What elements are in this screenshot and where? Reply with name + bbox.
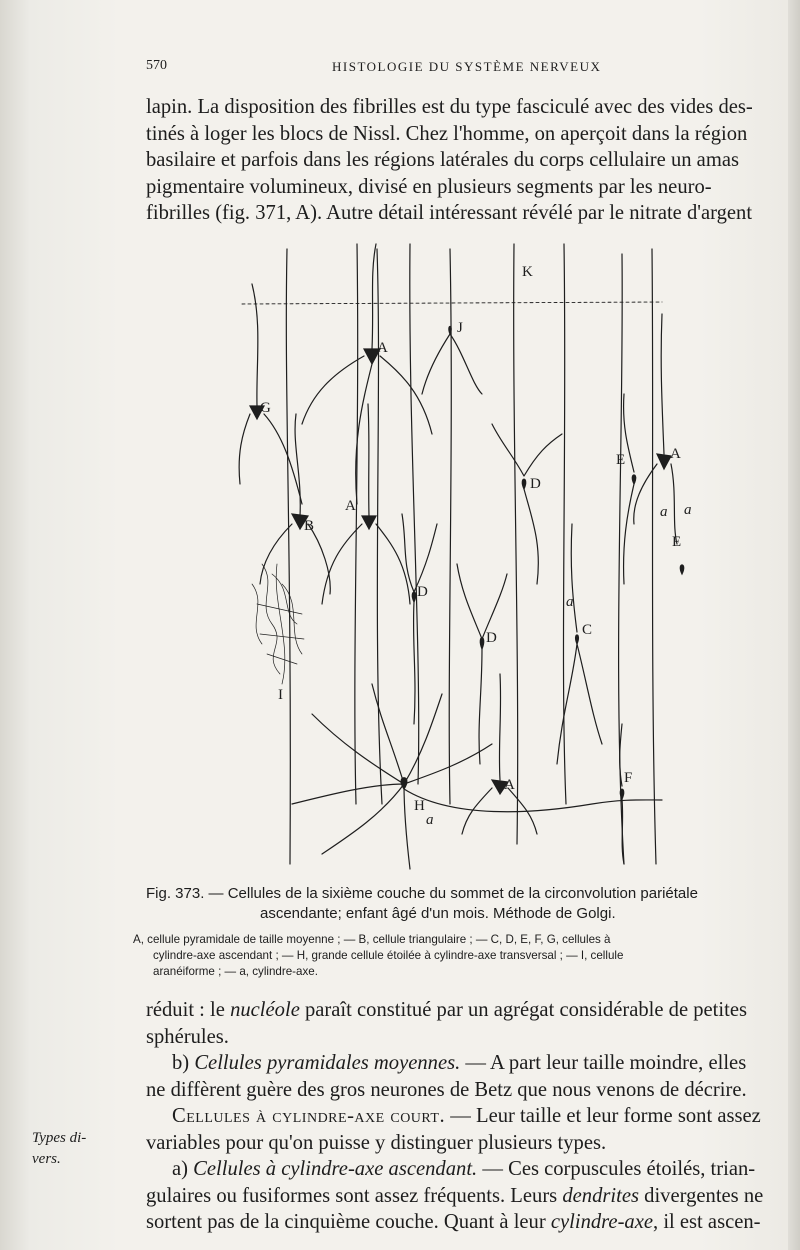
caption-line: ascendante; enfant âgé d'un mois. Méthode de Golgi. (260, 905, 616, 922)
page-gutter-shadow (788, 0, 800, 1250)
text-line: sphérules. (146, 1025, 229, 1048)
top-paragraph (146, 94, 766, 227)
dendrites (422, 334, 482, 394)
cell-body-J (449, 327, 451, 335)
margin-note-line: Types di- (32, 1130, 87, 1146)
text-line: réduit : le nucléole paraît constitué par un agrégat considérable de petites (146, 999, 748, 1021)
figure-label: a (684, 502, 692, 518)
dendrites (260, 414, 330, 594)
dendrites (634, 314, 677, 544)
figure-label: H (414, 798, 425, 814)
figure-label: E (672, 534, 682, 550)
running-title: HISTOLOGIE DU SYSTÈME NERVEUX (332, 59, 602, 74)
figure-label: a (566, 594, 574, 610)
dendrites (492, 424, 562, 584)
cell-body-A (362, 516, 376, 529)
figure-label: A (377, 340, 388, 356)
vertical-fibre (514, 244, 518, 844)
body-text (146, 997, 766, 1236)
dendrites (292, 684, 492, 869)
page-number: 570 (146, 58, 167, 73)
text-line: a) Cellules à cylindre-axe ascendant. — Ces corpuscules étoilés, trian- (172, 1158, 756, 1180)
cell-body-C (576, 635, 579, 644)
text-line: lapin. La disposition des fibrilles est du type fasciculé avec des vides des- (146, 96, 753, 118)
figure-labels (260, 264, 692, 828)
figure-label: D (417, 584, 428, 600)
figure-label: E (616, 452, 626, 468)
text-line: ne diffèrent guère des gros neurones de Betz que nous venons de décrire. (146, 1078, 747, 1101)
cell-body-E (680, 565, 683, 574)
figure-label: B (304, 518, 315, 534)
figure-label: G (260, 400, 271, 416)
figure-caption (146, 884, 766, 924)
text-line: sortent pas de la cinquième couche. Quant à leur cylindre-axe, il est ascen- (146, 1211, 761, 1233)
figure-label: I (278, 687, 283, 703)
figure-label: D (486, 630, 497, 646)
cell-body-F (620, 789, 623, 799)
figure-label: C (582, 622, 593, 638)
figure-label: A (670, 446, 681, 462)
text-line: variables pour qu'on puisse y distinguer plusieurs types. (146, 1131, 607, 1154)
figure-label: a (426, 812, 434, 828)
dendrites (402, 514, 437, 724)
dendrites (462, 674, 537, 834)
dendrites (624, 394, 634, 584)
vertical-fibre (652, 249, 656, 864)
figure-label: A (504, 777, 515, 793)
layer-boundary-line (242, 302, 662, 304)
neuron-drawing (239, 244, 684, 869)
dendrites (322, 404, 410, 604)
figure-label: A (345, 498, 356, 514)
figure-label: F (624, 770, 633, 786)
cell-body-D (522, 479, 525, 489)
margin-note-line: vers. (32, 1151, 61, 1167)
caption-line: Fig. 373. — Cellules de la sixième couche du sommet de la circonvolution pariétale (146, 885, 698, 902)
figure-label: K (522, 264, 533, 280)
text-line: fibrilles (fig. 371, A). Autre détail intéressant révélé par le nitrate d'argent (146, 202, 753, 224)
running-header (146, 58, 766, 78)
cell-body-E (632, 475, 635, 484)
text-line: b) Cellules pyramidales moyennes. — A part leur taille moindre, elles (172, 1052, 747, 1074)
legend-line: A, cellule pyramidale de taille moyenne ; — B, cellule triangulaire ; — C, D, E, F, G, cellules à (133, 933, 611, 946)
margin-note (32, 1128, 122, 1170)
cell-body-D (412, 592, 415, 602)
text-line: gulaires ou fusiformes sont assez fréquents. Leurs dendrites divergentes ne (146, 1184, 764, 1207)
text-line: basilaire et parfois dans les régions latérales du corps cellulaire un amas (146, 149, 739, 171)
text-line: tinés à loger les blocs de Nissl. Chez l'homme, on aperçoit dans la région (146, 122, 748, 145)
figure-label: D (530, 476, 541, 492)
figure-label: a (660, 504, 668, 520)
vertical-fibre (355, 244, 358, 804)
cell-body-A (657, 454, 671, 469)
vertical-fibre (286, 249, 290, 864)
dendrites (239, 284, 302, 504)
text-line: pigmentaire volumineux, divisé en plusieurs segments par les neuro- (146, 175, 712, 198)
legend-line: cylindre-axe ascendant ; — H, grande cellule étoilée à cylindre-axe transversal ; — I, cellule (153, 949, 624, 962)
figure-label: J (457, 320, 463, 336)
golgi-neuron-figure (232, 244, 692, 874)
text-line: Cellules à cylindre-axe court. — Leur taille et leur forme sont assez (172, 1105, 761, 1127)
figure-legend (133, 932, 783, 980)
legend-line: aranéiforme ; — a, cylindre-axe. (153, 965, 318, 978)
